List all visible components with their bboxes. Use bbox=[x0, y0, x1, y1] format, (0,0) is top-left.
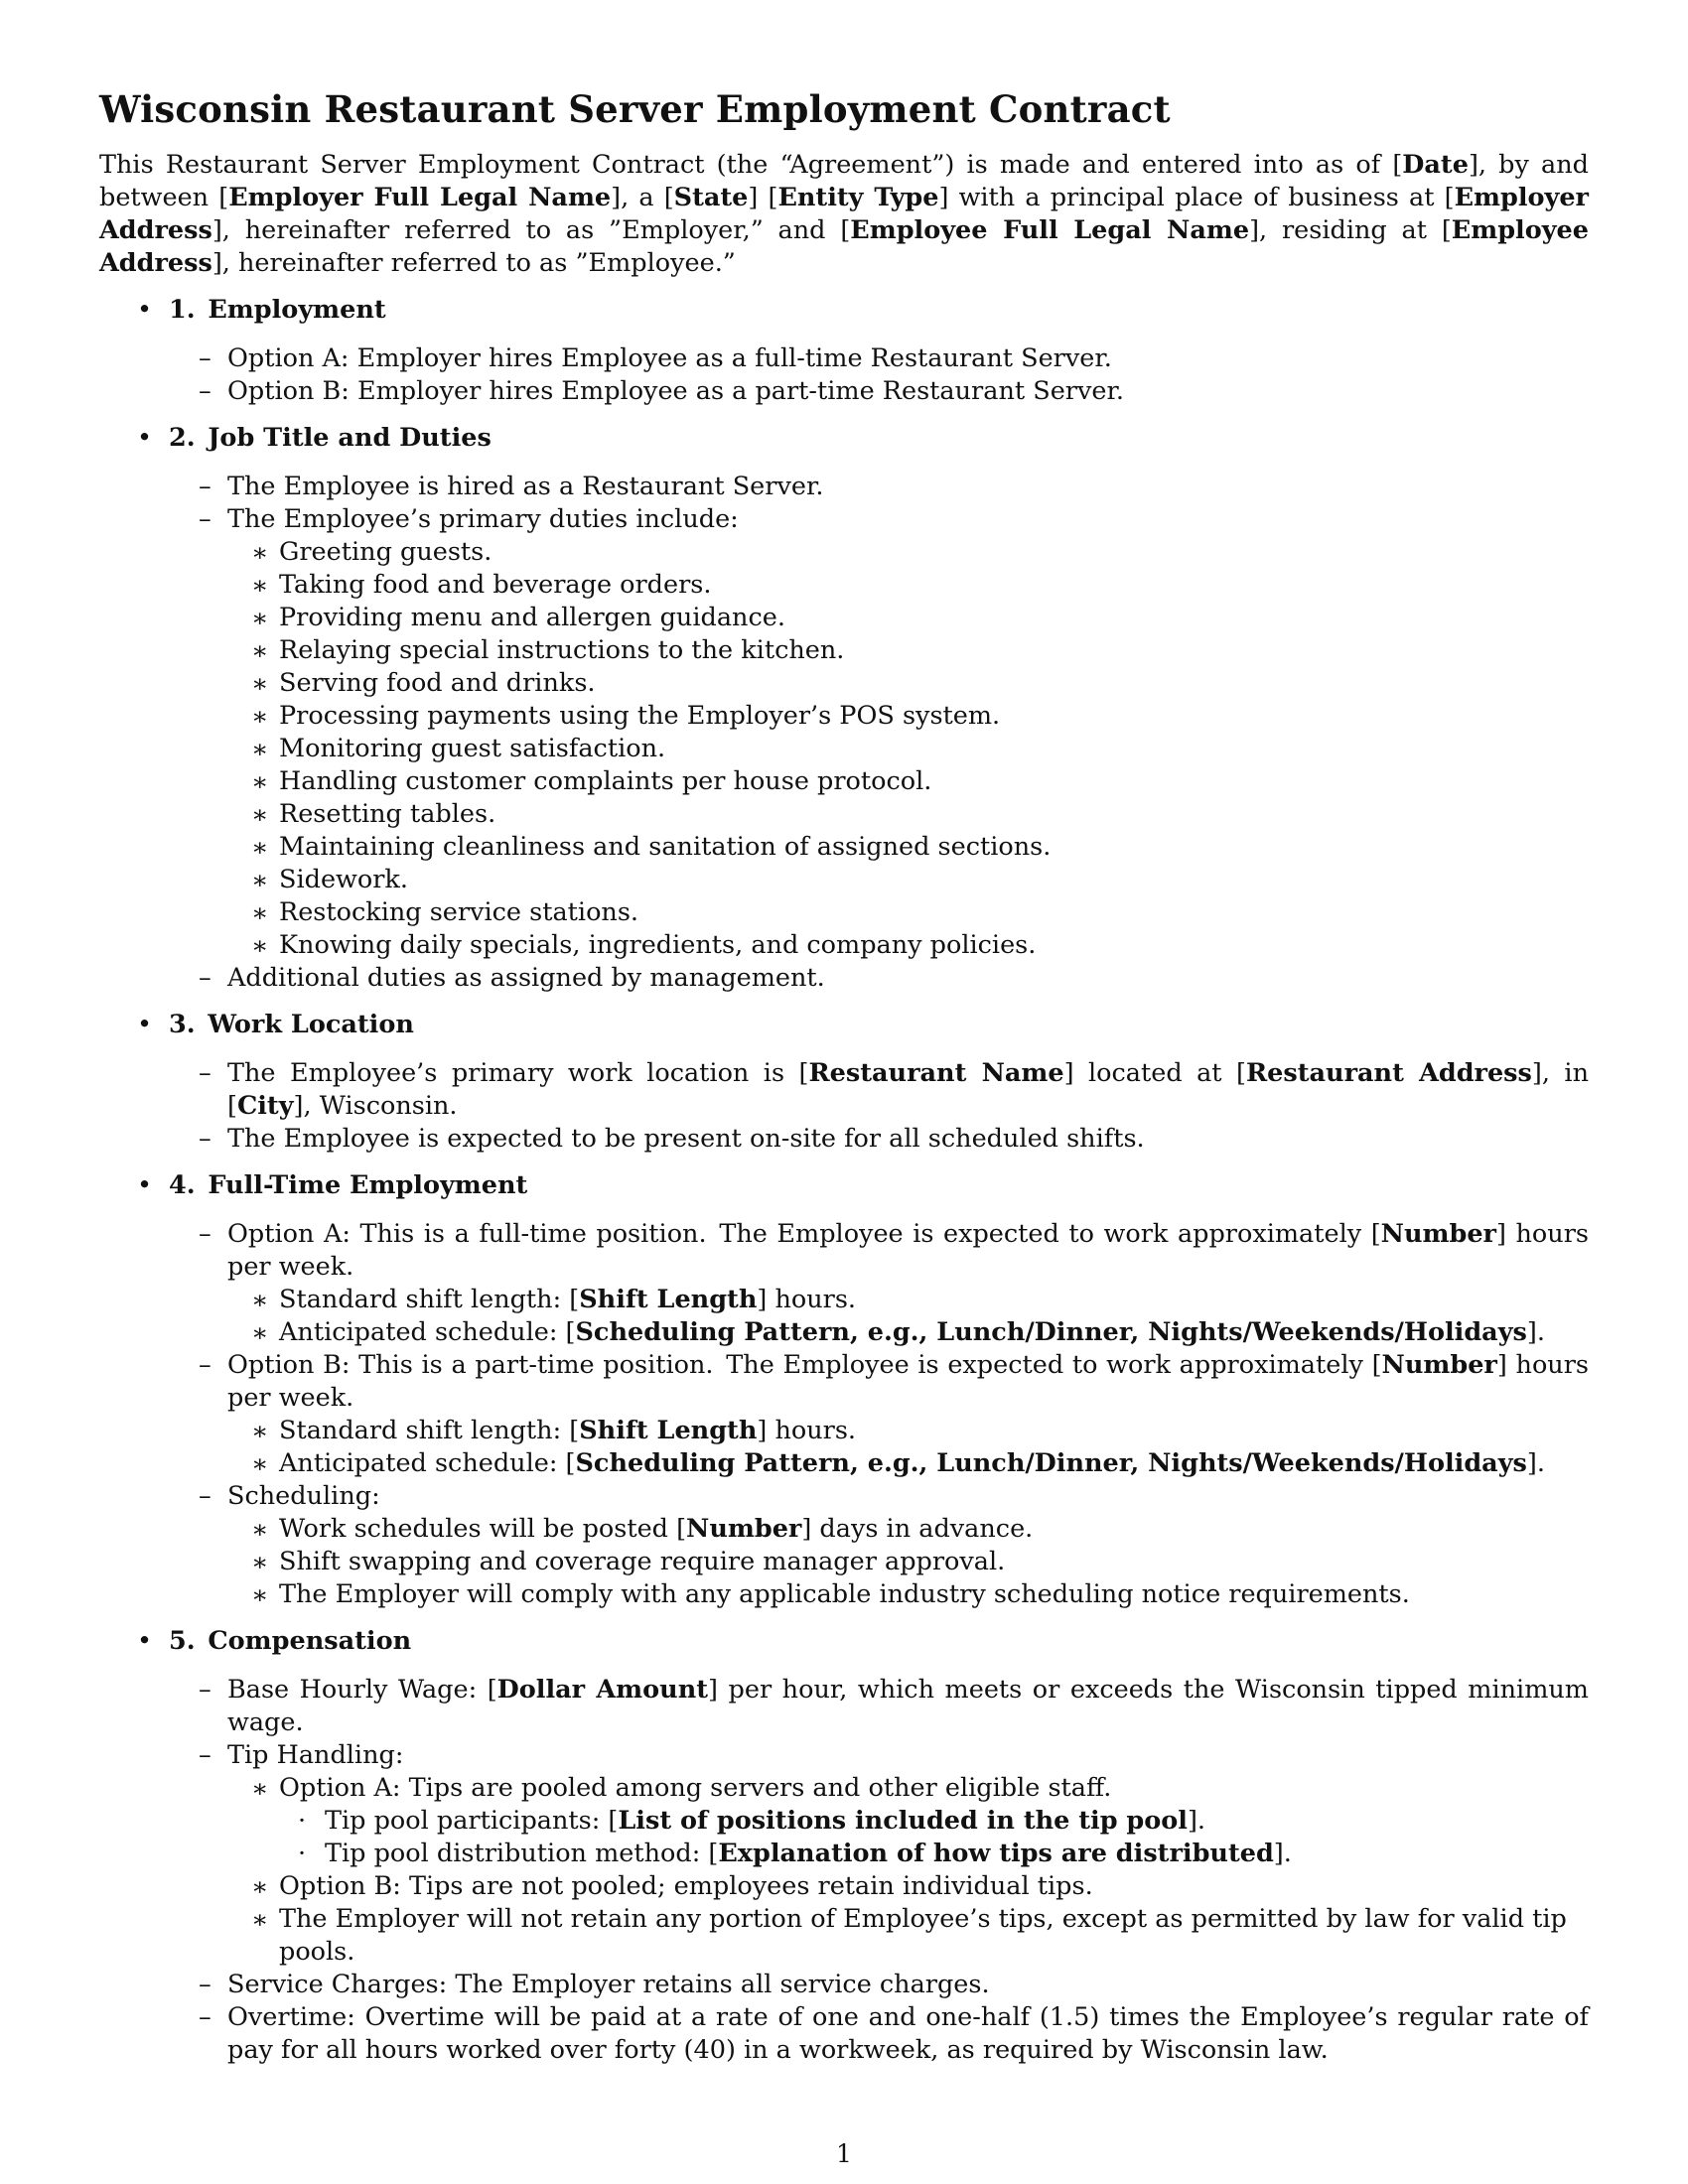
placeholder-employee-name: Employee Full Legal Name bbox=[850, 215, 1250, 245]
page-number: 1 bbox=[836, 2139, 852, 2168]
duty-item: ∗ Taking food and beverage orders. bbox=[251, 570, 712, 601]
placeholder-tip-pool-participants: List of positions included in the tip pool bbox=[618, 1806, 1188, 1836]
list-item: – Option A: This is a full-time position. The Employee is expected to work approximately [Number] hours per week. bbox=[199, 1219, 1589, 1282]
list-item: ∗ Standard shift length: [Shift Length] hours. bbox=[251, 1416, 857, 1446]
list-item: – The Employee’s primary work location is [Restaurant Name] located at [Restaurant Address], in [City], Wisconsin. bbox=[199, 1058, 1589, 1121]
list-item: – Overtime: Overtime will be paid at a rate of one and one-half (1.5) times the Employee’s regular rate of pay for all hours worked over forty (40) in a workweek, as required by Wisconsin law. bbox=[199, 2002, 1589, 2065]
placeholder-scheduling-pattern: Scheduling Pattern, e.g., Lunch/Dinner, Nights/Weekends/Holidays bbox=[575, 1317, 1527, 1347]
section-heading: • 2. Job Title and Duties bbox=[137, 423, 492, 453]
section-heading: • 1. Employment bbox=[137, 295, 386, 325]
duty-item: ∗ Sidework. bbox=[251, 865, 408, 895]
list-item: · Tip pool distribution method: [Explanation of how tips are distributed]. bbox=[298, 1839, 1292, 1868]
list-item: ∗ Anticipated schedule: [Scheduling Pattern, e.g., Lunch/Dinner, Nights/Weekends/Holidays]. bbox=[251, 1448, 1545, 1479]
placeholder-state: State bbox=[673, 183, 749, 212]
list-item: – The Employee is hired as a Restaurant Server. bbox=[199, 472, 824, 501]
section-work-location bbox=[99, 1009, 1589, 1156]
duty-item: ∗ Resetting tables. bbox=[251, 799, 496, 830]
duty-item: ∗ Restocking service stations. bbox=[251, 897, 639, 928]
list-item: ∗ Shift swapping and coverage require manager approval. bbox=[251, 1547, 1006, 1577]
section-heading: • 5. Compensation bbox=[137, 1626, 412, 1656]
list-item: – Option A: Employer hires Employee as a full-time Restaurant Server. bbox=[199, 343, 1112, 373]
section-employment bbox=[99, 294, 1589, 408]
duties-list bbox=[99, 536, 1589, 962]
duty-item: ∗ Relaying special instructions to the kitchen. bbox=[251, 635, 845, 666]
duty-item: ∗ Knowing daily specials, ingredients, and company policies. bbox=[251, 930, 1037, 961]
placeholder-number: Number bbox=[1380, 1219, 1496, 1249]
duty-item: ∗ Providing menu and allergen guidance. bbox=[251, 603, 785, 633]
duty-item: ∗ Maintaining cleanliness and sanitation of assigned sections. bbox=[251, 832, 1052, 863]
placeholder-restaurant-address: Restaurant Address bbox=[1245, 1058, 1532, 1088]
list-item: · Tip pool participants: [List of positions included in the tip pool]. bbox=[298, 1806, 1206, 1836]
section-full-time-employment bbox=[99, 1169, 1589, 1611]
document-title: Wisconsin Restaurant Server Employment Contract bbox=[99, 87, 1171, 131]
placeholder-number: Number bbox=[686, 1514, 802, 1544]
placeholder-restaurant-name: Restaurant Name bbox=[808, 1058, 1064, 1088]
placeholder-city: City bbox=[236, 1091, 294, 1121]
list-item: – Tip Handling: bbox=[199, 1740, 404, 1770]
list-item: – Service Charges: The Employer retains all service charges. bbox=[199, 1970, 990, 1999]
list-item: ∗ Standard shift length: [Shift Length] hours. bbox=[251, 1285, 857, 1315]
list-item: ∗ Anticipated schedule: [Scheduling Pattern, e.g., Lunch/Dinner, Nights/Weekends/Holidays]. bbox=[251, 1317, 1545, 1348]
list-item: – Additional duties as assigned by management. bbox=[199, 963, 825, 993]
list-item: – The Employee’s primary duties include: bbox=[199, 504, 739, 534]
section-compensation bbox=[99, 1625, 1589, 2067]
placeholder-employer-address: Employer Address bbox=[99, 183, 1589, 245]
duty-item: ∗ Serving food and drinks. bbox=[251, 668, 596, 699]
list-item: ∗ The Employer will comply with any applicable industry scheduling notice requirements. bbox=[251, 1579, 1410, 1610]
contract-page bbox=[99, 87, 1589, 2067]
section-heading: • 3. Work Location bbox=[137, 1010, 414, 1039]
list-item: ∗ Option B: Tips are not pooled; employees retain individual tips. bbox=[251, 1871, 1093, 1902]
list-item: ∗ The Employer will not retain any portion of Employee’s tips, except as permitted by law for valid tip pools. bbox=[251, 1904, 1567, 1967]
placeholder-shift-length: Shift Length bbox=[579, 1416, 758, 1445]
placeholder-dollar-amount: Dollar Amount bbox=[496, 1675, 709, 1705]
placeholder-number: Number bbox=[1381, 1350, 1497, 1380]
list-item: ∗ Option A: Tips are pooled among servers and other eligible staff. bbox=[251, 1773, 1112, 1804]
list-item: – Base Hourly Wage: [Dollar Amount] per hour, which meets or exceeds the Wisconsin tipped minimum wage. bbox=[199, 1675, 1589, 1737]
list-item: – The Employee is expected to be present on-site for all scheduled shifts. bbox=[199, 1124, 1145, 1154]
duty-item: ∗ Greeting guests. bbox=[251, 537, 492, 568]
list-item: – Option B: Employer hires Employee as a part-time Restaurant Server. bbox=[199, 376, 1124, 406]
section-job-title-duties bbox=[99, 422, 1589, 995]
duty-item: ∗ Monitoring guest satisfaction. bbox=[251, 734, 666, 764]
placeholder-date: Date bbox=[1402, 150, 1469, 180]
section-heading: • 4. Full-Time Employment bbox=[137, 1170, 528, 1200]
list-item: – Scheduling: bbox=[199, 1481, 380, 1511]
placeholder-employer-name: Employer Full Legal Name bbox=[228, 183, 612, 212]
duty-item: ∗ Handling customer complaints per house protocol. bbox=[251, 766, 932, 797]
placeholder-entity-type: Entity Type bbox=[777, 183, 939, 212]
placeholder-shift-length: Shift Length bbox=[579, 1285, 758, 1314]
intro-paragraph: This Restaurant Server Employment Contract (the “Agreement”) is made and entered into as of [Date], by and between [Employer Full Legal Name], a [State] [Entity Type] with a principal place of business at [Employer Address], hereinafter referred to as ”Employer,” and [Employee Full Legal Name], residing at [Employee Address], hereinafter referred to as ”Employee.” bbox=[99, 150, 1589, 278]
placeholder-employee-address: Employee Address bbox=[99, 215, 1589, 278]
duty-item: ∗ Processing payments using the Employer’s POS system. bbox=[251, 701, 1001, 732]
placeholder-tip-distribution: Explanation of how tips are distributed bbox=[718, 1839, 1274, 1868]
list-item: ∗ Work schedules will be posted [Number] days in advance. bbox=[251, 1514, 1034, 1545]
list-item: – Option B: This is a part-time position. The Employee is expected to work approximately [Number] hours per week. bbox=[199, 1350, 1589, 1413]
placeholder-scheduling-pattern: Scheduling Pattern, e.g., Lunch/Dinner, Nights/Weekends/Holidays bbox=[575, 1448, 1527, 1478]
